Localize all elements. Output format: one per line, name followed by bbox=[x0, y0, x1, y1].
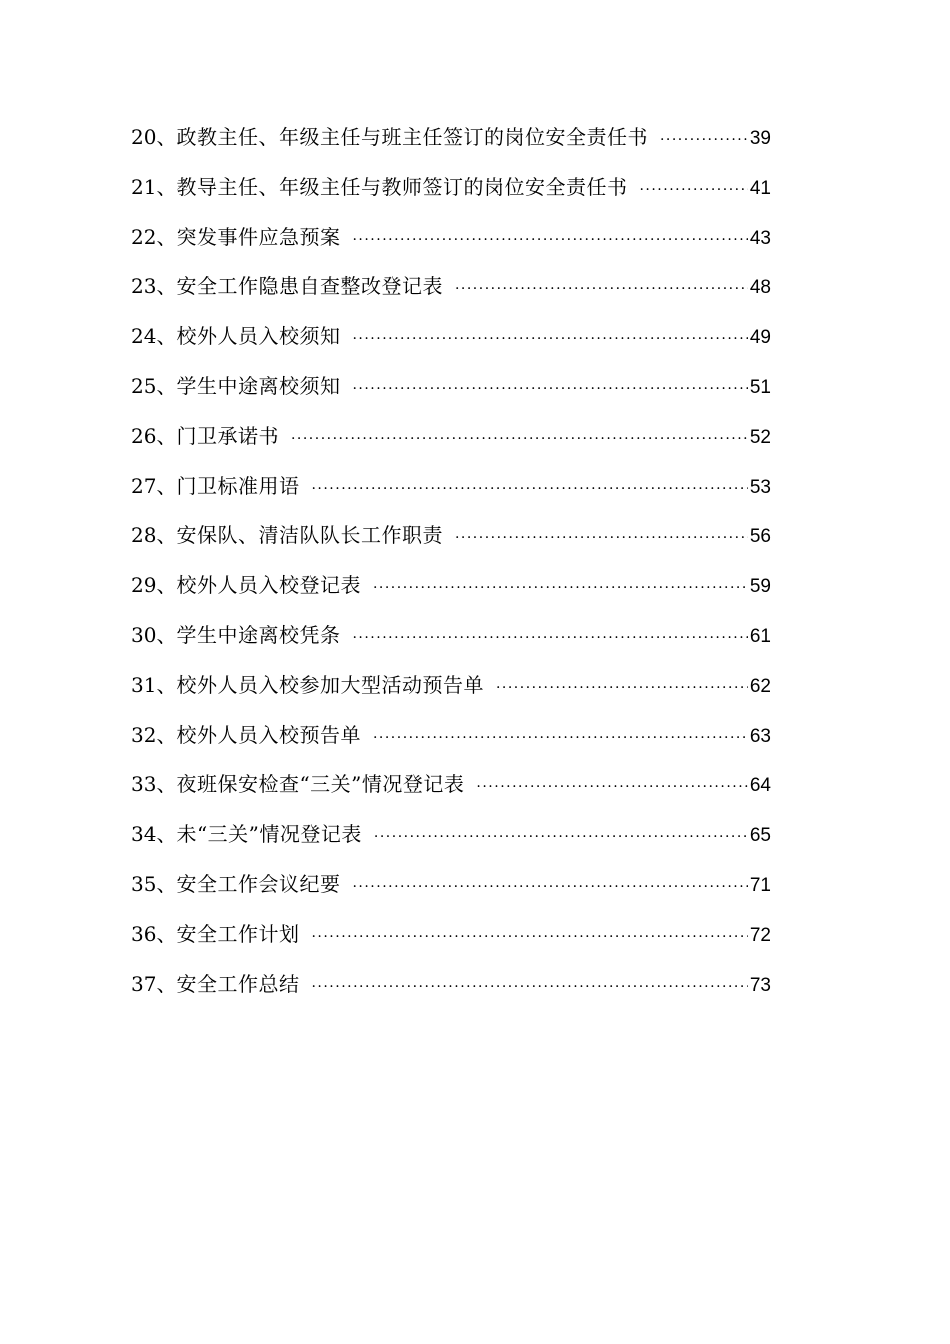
dot-leader bbox=[476, 769, 747, 805]
toc-entry-number: 21、 bbox=[131, 174, 177, 199]
toc-entry-page: 61 bbox=[749, 625, 771, 647]
toc-entry-page: 56 bbox=[749, 526, 771, 548]
toc-entry[interactable] bbox=[131, 468, 771, 518]
toc-entry-title: 学生中途离校凭条 bbox=[176, 622, 341, 647]
toc-entry-title: 教导主任、年级主任与教师签订的岗位安全责任书 bbox=[176, 174, 628, 199]
toc-entry[interactable] bbox=[131, 517, 771, 567]
toc-entry[interactable] bbox=[131, 219, 771, 269]
toc-entry[interactable] bbox=[131, 916, 771, 966]
dot-leader bbox=[496, 670, 748, 706]
toc-entry[interactable] bbox=[131, 368, 771, 418]
dot-leader bbox=[374, 819, 748, 855]
toc-entry[interactable] bbox=[131, 766, 771, 816]
dot-leader bbox=[660, 122, 748, 158]
toc-entry-page: 41 bbox=[749, 177, 771, 199]
toc-entry-number: 29、 bbox=[131, 573, 177, 598]
toc-entry-title: 安全工作总结 bbox=[176, 971, 300, 996]
toc-entry-number: 33、 bbox=[131, 772, 177, 797]
dot-leader bbox=[639, 172, 747, 208]
toc-entry[interactable] bbox=[131, 667, 771, 717]
toc-entry-page: 62 bbox=[749, 675, 771, 697]
toc-entry[interactable] bbox=[131, 617, 771, 667]
toc-entry-page: 72 bbox=[749, 924, 771, 946]
toc-entry-number: 28、 bbox=[131, 523, 177, 548]
toc-entry[interactable] bbox=[131, 866, 771, 916]
toc-entry-number: 36、 bbox=[131, 921, 177, 946]
toc-entry-number: 25、 bbox=[131, 373, 177, 398]
toc-entry-title: 安保队、清洁队队长工作职责 bbox=[176, 523, 443, 548]
toc-entry-title: 门卫标准用语 bbox=[176, 473, 300, 498]
toc-entry-title: 夜班保安检查“三关”情况登记表 bbox=[176, 772, 465, 797]
toc-entry[interactable] bbox=[131, 717, 771, 767]
toc-entry-title: 门卫承诺书 bbox=[176, 423, 279, 448]
toc-entry-page: 51 bbox=[749, 376, 771, 398]
toc-entry-title: 安全工作会议纪要 bbox=[176, 871, 341, 896]
dot-leader bbox=[352, 869, 747, 905]
toc-entry[interactable] bbox=[131, 966, 771, 1016]
dot-leader bbox=[291, 421, 748, 457]
dot-leader bbox=[373, 720, 748, 756]
toc-entry-number: 23、 bbox=[131, 274, 177, 299]
toc-entry-number: 22、 bbox=[131, 224, 177, 249]
dot-leader bbox=[455, 520, 748, 556]
toc-entry-page: 71 bbox=[749, 874, 771, 896]
toc-entry-number: 30、 bbox=[131, 622, 177, 647]
toc-entry-page: 63 bbox=[749, 725, 771, 747]
dot-leader bbox=[311, 471, 747, 507]
toc-entry-page: 49 bbox=[749, 327, 771, 349]
toc-entry-page: 64 bbox=[749, 775, 771, 797]
toc-entry-number: 34、 bbox=[131, 822, 177, 847]
toc-entry-page: 59 bbox=[749, 576, 771, 598]
toc-entry-title: 安全工作计划 bbox=[176, 921, 300, 946]
toc-entry-page: 52 bbox=[749, 426, 771, 448]
table-of-contents bbox=[131, 119, 771, 1015]
toc-entry-title: 校外人员入校参加大型活动预告单 bbox=[176, 672, 484, 697]
toc-entry-page: 73 bbox=[749, 974, 771, 996]
toc-entry-number: 20、 bbox=[131, 125, 177, 149]
toc-entry-page: 43 bbox=[749, 227, 771, 249]
toc-entry[interactable] bbox=[131, 567, 771, 617]
toc-entry-number: 26、 bbox=[131, 423, 177, 448]
dot-leader bbox=[352, 222, 747, 258]
toc-entry-title: 政教主任、年级主任与班主任签订的岗位安全责任书 bbox=[176, 125, 648, 149]
toc-entry-number: 37、 bbox=[131, 971, 177, 996]
toc-entry-number: 35、 bbox=[131, 871, 177, 896]
toc-entry-number: 31、 bbox=[131, 672, 177, 697]
toc-entry-page: 53 bbox=[749, 476, 771, 498]
toc-entry-title: 学生中途离校须知 bbox=[176, 373, 341, 398]
toc-entry[interactable] bbox=[131, 418, 771, 468]
toc-entry-title: 校外人员入校预告单 bbox=[176, 722, 361, 747]
toc-entry-page: 39 bbox=[749, 128, 771, 149]
toc-entry-title: 未“三关”情况登记表 bbox=[176, 822, 362, 847]
toc-entry-page: 48 bbox=[749, 277, 771, 299]
dot-leader bbox=[311, 969, 747, 1005]
toc-entry-number: 24、 bbox=[131, 324, 177, 349]
toc-entry-title: 校外人员入校须知 bbox=[176, 324, 341, 349]
dot-leader bbox=[352, 321, 747, 357]
toc-entry-title: 安全工作隐患自查整改登记表 bbox=[176, 274, 443, 299]
dot-leader bbox=[311, 919, 747, 955]
dot-leader bbox=[352, 620, 747, 656]
toc-entry[interactable] bbox=[131, 816, 771, 866]
toc-entry[interactable] bbox=[131, 268, 771, 318]
dot-leader bbox=[455, 271, 748, 307]
toc-entry-title: 突发事件应急预案 bbox=[176, 224, 341, 249]
dot-leader bbox=[352, 371, 747, 407]
dot-leader bbox=[373, 570, 748, 606]
toc-entry[interactable] bbox=[131, 119, 771, 169]
toc-entry-page: 65 bbox=[749, 825, 771, 847]
toc-entry-number: 27、 bbox=[131, 473, 177, 498]
toc-entry[interactable] bbox=[131, 318, 771, 368]
toc-entry[interactable] bbox=[131, 169, 771, 219]
toc-entry-title: 校外人员入校登记表 bbox=[176, 573, 361, 598]
toc-entry-number: 32、 bbox=[131, 722, 177, 747]
